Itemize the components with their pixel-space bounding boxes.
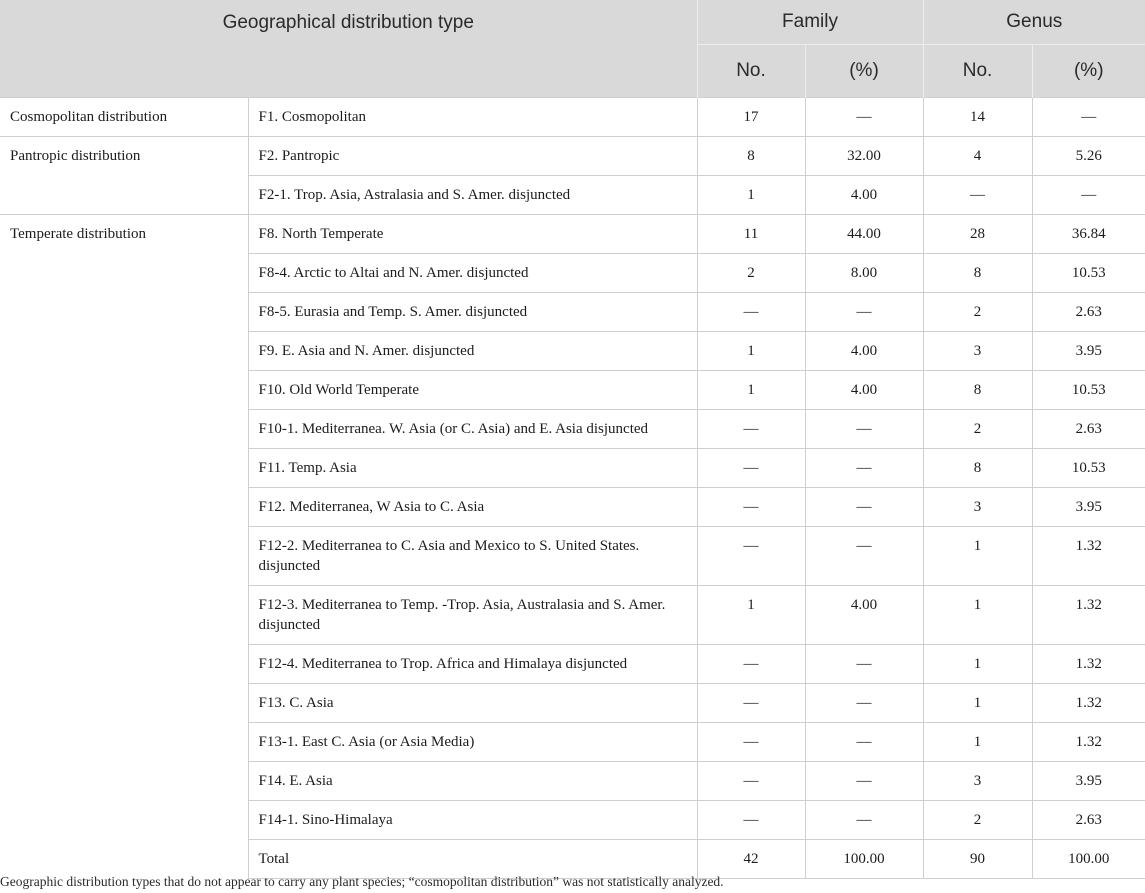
family-no-cell: 1 [697,586,805,645]
genus-no-cell: 2 [923,293,1032,332]
family-pct-cell: — [805,527,923,586]
genus-pct-cell: 1.32 [1032,645,1145,684]
header-family-no: No. [697,45,805,98]
genus-no-cell: 3 [923,488,1032,527]
family-pct-cell: — [805,293,923,332]
family-pct-total: 100.00 [805,840,923,879]
genus-pct-total: 100.00 [1032,840,1145,879]
header-family-pct: (%) [805,45,923,98]
genus-pct-cell: 3.95 [1032,488,1145,527]
family-pct-cell: — [805,801,923,840]
family-no-cell: 8 [697,137,805,176]
family-pct-cell: — [805,98,923,137]
genus-no-cell: 2 [923,801,1032,840]
type-cell: F2-1. Trop. Asia, Astralasia and S. Amer. disjuncted [248,176,697,215]
type-cell: F8-5. Eurasia and Temp. S. Amer. disjuncted [248,293,697,332]
family-no-cell: — [697,527,805,586]
family-no-cell: 2 [697,254,805,293]
family-pct-cell: 8.00 [805,254,923,293]
genus-no-cell: 3 [923,762,1032,801]
family-no-cell: — [697,684,805,723]
genus-pct-cell: 2.63 [1032,410,1145,449]
type-cell: F14. E. Asia [248,762,697,801]
genus-no-cell: 1 [923,684,1032,723]
family-no-cell: 1 [697,176,805,215]
table-row [0,98,1145,137]
genus-pct-cell: 10.53 [1032,254,1145,293]
genus-no-cell: 1 [923,586,1032,645]
genus-no-cell: 2 [923,410,1032,449]
family-no-cell: 17 [697,98,805,137]
family-no-cell: 1 [697,371,805,410]
family-pct-cell: 4.00 [805,332,923,371]
family-no-cell: — [697,410,805,449]
family-pct-cell: 4.00 [805,176,923,215]
genus-pct-cell: 2.63 [1032,801,1145,840]
family-no-cell: — [697,645,805,684]
family-pct-cell: 44.00 [805,215,923,254]
genus-pct-cell: 10.53 [1032,371,1145,410]
family-no-cell: 11 [697,215,805,254]
genus-no-cell: 4 [923,137,1032,176]
group-cell-cosmopolitan: Cosmopolitan distribution [0,98,248,137]
family-no-cell: — [697,723,805,762]
genus-pct-cell: 3.95 [1032,762,1145,801]
type-cell: F2. Pantropic [248,137,697,176]
type-cell: F12-3. Mediterranea to Temp. -Trop. Asia, Australasia and S. Amer. disjuncted [248,586,697,645]
genus-no-cell: 3 [923,332,1032,371]
type-cell: F9. E. Asia and N. Amer. disjuncted [248,332,697,371]
group-cell-pantropic: Pantropic distribution [0,137,248,215]
family-pct-cell: — [805,645,923,684]
header-genus-pct: (%) [1032,45,1145,98]
genus-no-cell: 1 [923,723,1032,762]
genus-no-cell: 14 [923,98,1032,137]
type-cell: F12. Mediterranea, W Asia to C. Asia [248,488,697,527]
family-no-cell: — [697,293,805,332]
genus-no-total: 90 [923,840,1032,879]
type-cell: F13. C. Asia [248,684,697,723]
type-cell: F8-4. Arctic to Altai and N. Amer. disjuncted [248,254,697,293]
genus-pct-cell: 3.95 [1032,332,1145,371]
genus-pct-cell: 2.63 [1032,293,1145,332]
header-genus-no: No. [923,45,1032,98]
genus-pct-cell: — [1032,176,1145,215]
genus-pct-cell: 36.84 [1032,215,1145,254]
genus-no-cell: 8 [923,449,1032,488]
genus-pct-cell: — [1032,98,1145,137]
total-label-cell: Total [248,840,697,879]
type-cell: F13-1. East C. Asia (or Asia Media) [248,723,697,762]
family-pct-cell: — [805,723,923,762]
genus-pct-cell: 5.26 [1032,137,1145,176]
type-cell: F10. Old World Temperate [248,371,697,410]
family-no-cell: 1 [697,332,805,371]
type-cell: F1. Cosmopolitan [248,98,697,137]
family-no-total: 42 [697,840,805,879]
family-pct-cell: — [805,410,923,449]
header-genus: Genus [923,0,1145,45]
family-no-cell: — [697,488,805,527]
table-header [0,0,1145,98]
table-footnote: Geographic distribution types that do not appear to carry any plant species; “cosmopolitan distribution” was not statistically analyzed. [0,874,724,889]
type-cell: F10-1. Mediterranea. W. Asia (or C. Asia) and E. Asia disjuncted [248,410,697,449]
group-cell-temperate: Temperate distribution [0,215,248,879]
family-pct-cell: 4.00 [805,586,923,645]
header-distribution-type: Geographical distribution type [0,0,697,98]
family-no-cell: — [697,762,805,801]
table-row [0,215,1145,254]
genus-pct-cell: 1.32 [1032,723,1145,762]
genus-no-cell: 8 [923,371,1032,410]
genus-pct-cell: 1.32 [1032,527,1145,586]
genus-no-cell: 1 [923,645,1032,684]
type-cell: F12-2. Mediterranea to C. Asia and Mexico to S. United States. disjuncted [248,527,697,586]
type-cell: F11. Temp. Asia [248,449,697,488]
type-cell: F12-4. Mediterranea to Trop. Africa and Himalaya disjuncted [248,645,697,684]
genus-no-cell: 8 [923,254,1032,293]
family-pct-cell: — [805,684,923,723]
family-pct-cell: — [805,488,923,527]
family-pct-cell: — [805,762,923,801]
table-row [0,137,1145,176]
genus-no-cell: 28 [923,215,1032,254]
family-pct-cell: 4.00 [805,371,923,410]
genus-pct-cell: 1.32 [1032,586,1145,645]
genus-no-cell: 1 [923,527,1032,586]
type-cell: F8. North Temperate [248,215,697,254]
family-no-cell: — [697,801,805,840]
family-no-cell: — [697,449,805,488]
header-family: Family [697,0,923,45]
genus-no-cell: — [923,176,1032,215]
table-body [0,98,1145,879]
genus-pct-cell: 10.53 [1032,449,1145,488]
type-cell: F14-1. Sino-Himalaya [248,801,697,840]
genus-pct-cell: 1.32 [1032,684,1145,723]
family-pct-cell: — [805,449,923,488]
family-pct-cell: 32.00 [805,137,923,176]
